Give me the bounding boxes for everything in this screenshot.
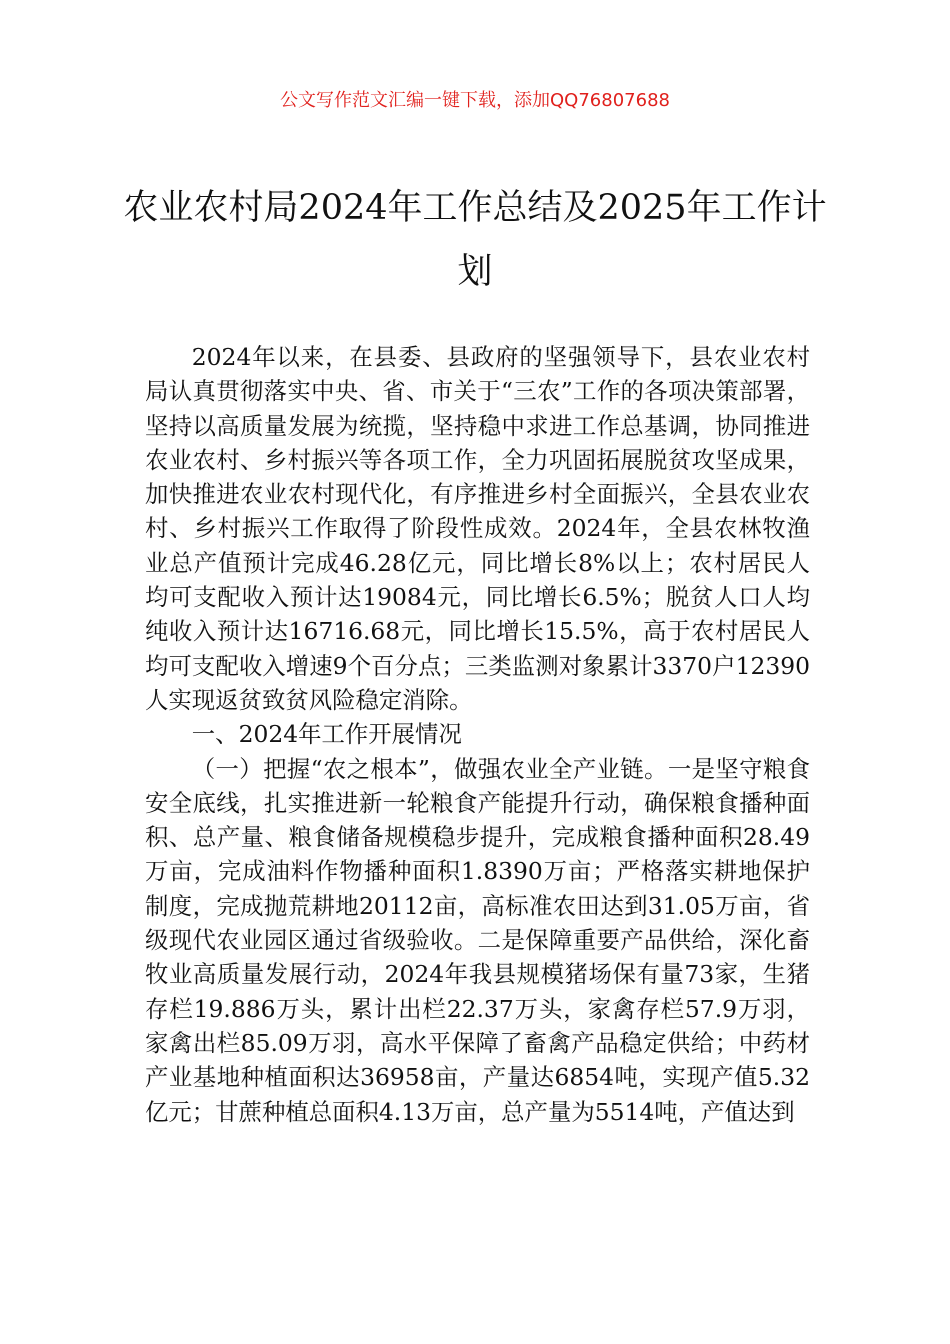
document-body xyxy=(145,340,810,1129)
section-heading: 一、2024年工作开展情况 xyxy=(191,720,462,749)
document-title: 农业农村局2024年工作总结及2025年工作计划 xyxy=(123,188,827,292)
intro-paragraph: 2024年以来，在县委、县政府的坚强领导下，县农业农村局认真贯彻落实中央、省、市关于“三农”工作的各项决策部署，坚持以高质量发展为统揽，坚持稳中求进工作总基调，协同推进农业农村、乡村振兴等各项工作，全力巩固拓展脱贫攻坚成果，加快推进农业农村现代化，有序推进乡村全面振兴，全县农业农村、乡村振兴工作取得了阶段性成效。2024年，全县农林牧渔业总产值预计完成46.28亿元，同比增长8%以上；农村居民人均可支配收入预计达19084元，同比增长6.5%；脱贫人口人均纯收入预计达16716.68元，同比增长15.5%，高于农村居民人均可支配收入增速9个百分点；三类监测对象累计3370户12390人实现返贫致贫风险稳定消除。 xyxy=(145,343,810,714)
section-paragraph: （一）把握“农之根本”，做强农业全产业链。一是坚守粮食安全底线，扎实推进新一轮粮食产能提升行动，确保粮食播种面积、总产量、粮食储备规模稳步提升，完成粮食播种面积28.49万亩，完成油料作物播种面积1.8390万亩；严格落实耕地保护制度，完成抛荒耕地20112亩，高标准农田达到31.05万亩，省级现代农业园区通过省级验收。二是保障重要产品供给，深化畜牧业高质量发展行动，2024年我县规模猪场保有量73家，生猪存栏19.886万头，累计出栏22.37万头，家禽存栏57.9万羽，家禽出栏85.09万羽，高水平保障了畜禽产品稳定供给；中药材产业基地种植面积达36958亩，产量达6854吨，实现产值5.32亿元；甘蔗种植总面积4.13万亩，总产量为5514吨，产值达到 xyxy=(145,754,810,1126)
download-banner: 公文写作范文汇编一键下载，添加QQ76807688 xyxy=(280,90,670,111)
